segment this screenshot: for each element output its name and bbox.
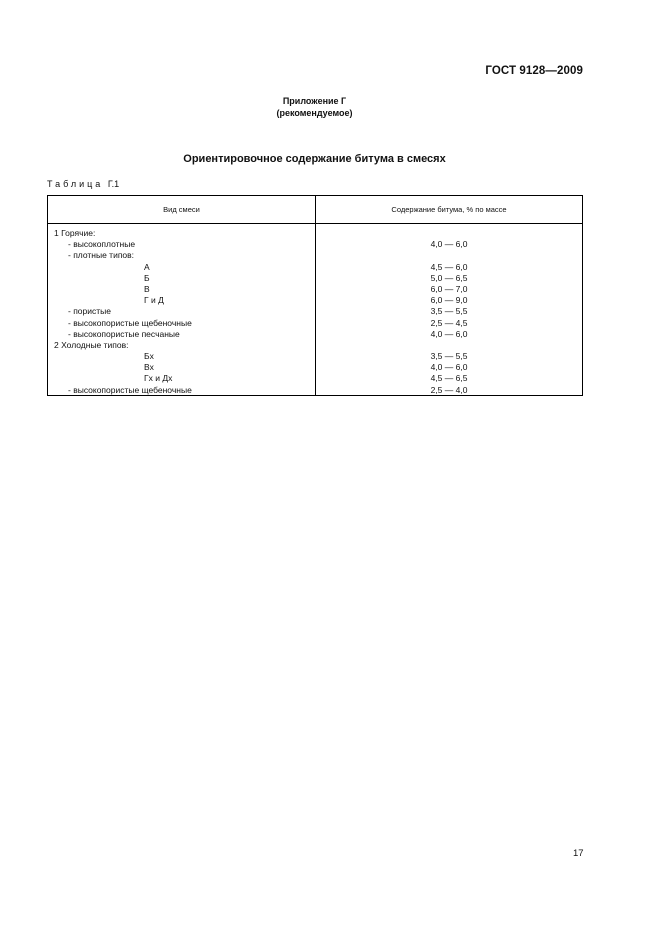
bitumen-content-cell: 6,0 — 9,0 bbox=[430, 295, 468, 306]
table-caption-word: Таблица bbox=[47, 179, 104, 189]
bitumen-content-cell: 3,5 — 5,5 bbox=[430, 306, 468, 317]
mix-type-cell: - плотные типов: bbox=[68, 250, 135, 261]
bitumen-content-table bbox=[47, 195, 583, 396]
table-row bbox=[48, 284, 582, 295]
table-row bbox=[48, 250, 582, 261]
table-row bbox=[48, 373, 582, 384]
document-number: ГОСТ 9128—2009 bbox=[485, 65, 583, 77]
table-caption-number: Г.1 bbox=[107, 179, 120, 189]
mix-type-cell: Б bbox=[144, 272, 150, 283]
table-caption bbox=[47, 179, 119, 189]
table-row bbox=[48, 318, 582, 329]
table-row bbox=[48, 340, 582, 351]
table-row bbox=[48, 385, 582, 396]
table-row bbox=[48, 351, 582, 362]
bitumen-content-cell: 5,0 — 6,5 bbox=[430, 272, 468, 283]
page-number: 17 bbox=[573, 848, 584, 859]
mix-type-cell: Гх и Дх bbox=[144, 373, 173, 384]
column-header-bitumen-content: Содержание битума, % по массе bbox=[391, 205, 507, 214]
table-row bbox=[48, 306, 582, 317]
bitumen-content-cell: 6,0 — 7,0 bbox=[430, 283, 468, 294]
mix-type-cell: В bbox=[144, 283, 150, 294]
bitumen-content-cell: 2,5 — 4,5 bbox=[430, 317, 468, 328]
bitumen-content-cell: 4,0 — 6,0 bbox=[430, 239, 468, 250]
table-row bbox=[48, 329, 582, 340]
section-title: Ориентировочное содержание битума в смесях bbox=[183, 153, 446, 165]
bitumen-content-cell: 4,0 — 6,0 bbox=[430, 328, 468, 339]
mix-type-cell: - высокопористые щебеночные bbox=[68, 317, 192, 328]
appendix-title: Приложение Г bbox=[282, 96, 347, 106]
mix-type-cell: - пористые bbox=[68, 306, 111, 317]
bitumen-content-cell: 3,5 — 5,5 bbox=[430, 351, 468, 362]
bitumen-content-cell: 4,0 — 6,0 bbox=[430, 362, 468, 373]
bitumen-content-cell: 4,5 — 6,5 bbox=[430, 373, 468, 384]
table-row bbox=[48, 362, 582, 373]
table-row bbox=[48, 262, 582, 273]
table-row bbox=[48, 228, 582, 239]
mix-type-cell: - высокопористые песчаные bbox=[68, 328, 180, 339]
table-row bbox=[48, 239, 582, 250]
table-row bbox=[48, 273, 582, 284]
mix-type-cell: Бх bbox=[144, 351, 154, 362]
mix-type-cell: Г и Д bbox=[144, 295, 164, 306]
bitumen-content-cell: 2,5 — 4,0 bbox=[430, 384, 468, 395]
column-header-mix-type: Вид смеси bbox=[163, 205, 200, 214]
table-body bbox=[48, 228, 582, 396]
appendix-status: (рекомендуемое) bbox=[276, 108, 353, 118]
bitumen-content-cell: 4,5 — 6,0 bbox=[430, 261, 468, 272]
mix-type-cell: Вх bbox=[144, 362, 154, 373]
table-row bbox=[48, 295, 582, 306]
mix-type-cell: - высокопористые щебеночные bbox=[68, 384, 192, 395]
mix-type-cell: А bbox=[144, 261, 150, 272]
table-header-divider bbox=[48, 223, 582, 224]
mix-type-cell: - высокоплотные bbox=[68, 239, 136, 250]
mix-type-cell: 1 Горячие: bbox=[54, 228, 96, 238]
mix-type-cell: 2 Холодные типов: bbox=[54, 339, 129, 350]
